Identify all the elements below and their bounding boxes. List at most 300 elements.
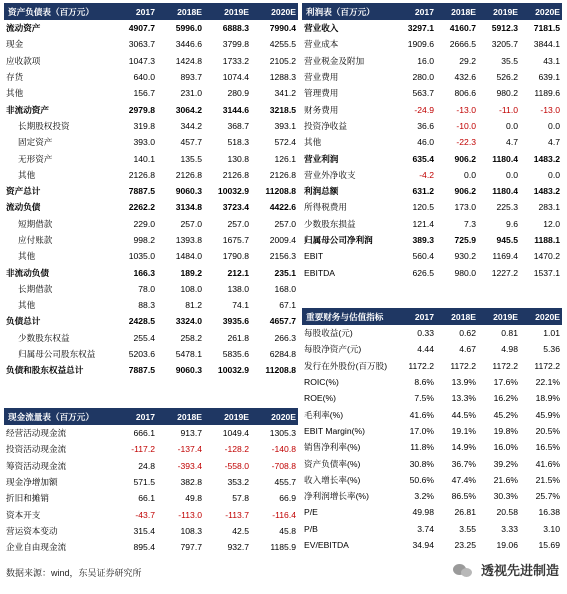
cell-value: 14.9% — [451, 442, 476, 453]
row-label: EBIT — [304, 251, 324, 262]
cell-value: 1483.2 — [533, 186, 560, 197]
cell-value: 666.1 — [133, 428, 155, 439]
year-header: 2017 — [414, 311, 434, 322]
cell-value: 9060.3 — [175, 365, 202, 376]
cell-value: 4.7 — [506, 137, 518, 148]
cell-value: 1675.7 — [222, 235, 249, 245]
table-row — [4, 474, 298, 490]
cell-value: -13.0 — [540, 104, 560, 115]
cell-value: 3446.6 — [175, 39, 202, 50]
table-row — [302, 118, 562, 134]
cell-value: 4.67 — [459, 344, 476, 355]
watermark-text: 透视先进制造 — [480, 563, 559, 578]
table-row — [4, 85, 298, 101]
balance-sheet-body — [4, 20, 298, 379]
table-row — [302, 423, 562, 439]
cell-value: 1172.2 — [450, 360, 476, 371]
row-label: 营业收入 — [304, 23, 339, 34]
cell-value: 257.0 — [180, 218, 202, 229]
year-header: 2020E — [271, 411, 296, 422]
balance-sheet-header — [4, 3, 298, 20]
cell-value: 998.2 — [133, 235, 155, 245]
year-header: 2019E — [493, 311, 518, 322]
cell-value: 11208.8 — [265, 186, 296, 197]
cell-value: 930.2 — [454, 251, 476, 262]
cell-value: 2156.3 — [269, 251, 296, 262]
cell-value: 3.10 — [543, 523, 560, 534]
cell-value: 4.98 — [501, 344, 518, 355]
row-label: 应收款项 — [6, 55, 41, 66]
row-label: 营业费用 — [304, 72, 339, 83]
table-row — [4, 539, 298, 555]
cell-value: 17.6% — [493, 377, 518, 388]
cell-value: 10032.9 — [217, 186, 249, 197]
cell-value: 1537.1 — [533, 267, 560, 278]
cell-value: 2126.8 — [175, 169, 202, 180]
cell-value: -10.0 — [456, 120, 476, 131]
cell-value: 1424.8 — [175, 55, 202, 66]
table-row — [302, 521, 562, 537]
year-header: 2017 — [414, 6, 434, 17]
cell-value: 30.3% — [493, 491, 518, 502]
indicators-body — [302, 325, 562, 553]
cell-value: -393.4 — [177, 460, 202, 471]
cell-value: 3935.6 — [222, 316, 249, 327]
cell-value: 3799.8 — [222, 39, 249, 50]
cell-value: 20.58 — [496, 507, 518, 518]
cell-value: 640.0 — [133, 72, 155, 83]
cell-value: 893.7 — [180, 72, 202, 83]
cell-value: 35.5 — [501, 55, 518, 66]
table-row — [302, 232, 562, 248]
cell-value: 1288.3 — [269, 72, 296, 83]
row-label: 毛利率(%) — [304, 409, 344, 420]
row-label: 其他 — [6, 88, 24, 99]
cell-value: 7990.4 — [269, 23, 296, 34]
cell-value: 2009.4 — [269, 235, 296, 245]
cell-value: 518.3 — [227, 137, 249, 148]
table-row — [302, 101, 562, 117]
table-row — [302, 390, 562, 406]
cell-value: 560.4 — [412, 251, 434, 262]
cell-value: 45.2% — [493, 409, 518, 420]
row-label: 收入增长率(%) — [304, 474, 361, 485]
cell-value: 2428.5 — [128, 316, 155, 327]
row-label: 存货 — [6, 72, 24, 83]
cell-value: 980.0 — [454, 267, 476, 278]
row-label: 资本开支 — [6, 509, 41, 520]
cell-value: 5996.0 — [175, 23, 202, 34]
cell-value: -128.2 — [224, 444, 249, 455]
cell-value: 26.81 — [454, 507, 476, 518]
cell-value: 906.2 — [454, 153, 476, 164]
cell-value: 66.9 — [279, 493, 296, 504]
cell-value: 138.0 — [227, 283, 249, 294]
table-row — [302, 134, 562, 150]
cell-value: 895.4 — [133, 542, 155, 553]
table-row — [302, 150, 562, 166]
cell-value: 229.0 — [133, 218, 155, 229]
row-label: 投资活动现金流 — [6, 444, 67, 455]
row-label: 其他 — [18, 300, 36, 311]
cell-value: 572.4 — [274, 137, 296, 148]
row-label: 无形资产 — [18, 153, 53, 164]
cell-value: 29.2 — [459, 55, 476, 66]
row-label: 固定资产 — [18, 137, 53, 148]
cell-value: 280.9 — [227, 88, 249, 99]
cell-value: 3.2% — [414, 491, 434, 502]
cell-value: 0.0 — [506, 120, 518, 131]
cell-value: -24.9 — [414, 104, 434, 115]
cell-value: 168.0 — [274, 283, 296, 294]
cell-value: 11.8% — [410, 442, 434, 453]
cell-value: 16.0 — [417, 55, 434, 66]
cell-value: 25.7% — [535, 491, 560, 502]
table-row — [4, 216, 298, 232]
row-label: EBITDA — [304, 267, 336, 278]
income-statement-title: 利润表（百万元） — [306, 6, 375, 17]
row-label: 折旧和摊销 — [6, 493, 49, 504]
cell-value: 81.2 — [185, 300, 202, 311]
cell-value: 2666.5 — [449, 39, 476, 50]
table-row — [302, 85, 562, 101]
cell-value: -113.0 — [178, 509, 202, 520]
cell-value: 393.0 — [133, 137, 155, 148]
cell-value: 393.1 — [274, 120, 296, 131]
cell-value: 1305.3 — [269, 428, 296, 439]
table-row — [4, 330, 298, 346]
cash-flow-table — [4, 408, 298, 555]
row-label: 归属母公司净利润 — [304, 235, 373, 245]
cell-value: 631.2 — [412, 186, 434, 197]
row-label: 每股净资产(元) — [304, 344, 362, 355]
cell-value: 3723.4 — [222, 202, 249, 213]
row-label: EV/EBITDA — [304, 540, 349, 550]
indicators-title: 重要财务与估值指标 — [306, 311, 384, 322]
cell-value: 389.3 — [412, 235, 434, 245]
cell-value: 1172.2 — [408, 360, 434, 371]
cell-value: 4907.7 — [128, 23, 155, 34]
cell-value: 635.4 — [412, 153, 434, 164]
cell-value: 257.0 — [227, 218, 249, 229]
cell-value: 3064.2 — [175, 104, 202, 115]
table-row — [302, 183, 562, 199]
cell-value: 57.8 — [232, 493, 249, 504]
cell-value: 9.6 — [506, 218, 518, 229]
row-label: EBIT Margin(%) — [304, 425, 365, 436]
cell-value: 526.2 — [496, 72, 518, 83]
cell-value: 74.1 — [232, 300, 249, 311]
table-row — [4, 134, 298, 150]
row-label: 应付账款 — [18, 235, 53, 245]
cell-value: 255.4 — [133, 332, 155, 343]
cell-value: 2979.8 — [128, 104, 155, 115]
cell-value: 1909.6 — [407, 39, 434, 50]
row-label: 每股收益(元) — [304, 328, 353, 339]
cell-value: 86.5% — [451, 491, 476, 502]
year-header: 2018E — [451, 6, 476, 17]
cell-value: 43.1 — [543, 55, 560, 66]
cash-flow-title: 现金流量表（百万元） — [8, 411, 94, 422]
cell-value: 3297.1 — [407, 23, 434, 34]
cell-value: 0.0 — [506, 169, 518, 180]
table-row — [4, 199, 298, 215]
cell-value: 36.6 — [417, 120, 434, 131]
cell-value: 725.9 — [454, 235, 476, 245]
cell-value: 19.06 — [496, 540, 518, 550]
cell-value: 7.5% — [414, 393, 434, 404]
table-row — [302, 341, 562, 357]
table-row — [4, 458, 298, 474]
table-row — [4, 36, 298, 52]
row-label: 营业成本 — [304, 39, 339, 50]
cell-value: 42.5 — [232, 525, 249, 536]
cell-value: 19.8% — [493, 425, 518, 436]
year-header: 2018E — [177, 411, 202, 422]
cell-value: -116.4 — [272, 509, 296, 520]
cell-value: 2126.8 — [128, 169, 155, 180]
cell-value: 5203.6 — [128, 349, 155, 360]
cell-value: 45.8 — [279, 525, 296, 536]
table-row — [302, 358, 562, 374]
row-label: 其他 — [304, 137, 322, 148]
cell-value: 78.0 — [138, 283, 155, 294]
row-label: 少数股东权益 — [18, 332, 70, 343]
table-row — [302, 199, 562, 215]
cell-value: 571.5 — [133, 477, 155, 488]
year-header: 2018E — [451, 311, 476, 322]
indicators-header — [302, 308, 562, 325]
row-label: 长期股权投资 — [18, 120, 70, 131]
cell-value: 261.8 — [227, 332, 249, 343]
cell-value: 1.01 — [543, 328, 560, 339]
cell-value: 3218.5 — [269, 104, 296, 115]
cell-value: 4.44 — [417, 344, 434, 355]
cell-value: 1733.2 — [222, 55, 249, 66]
cell-value: 22.1% — [535, 377, 560, 388]
table-row — [4, 523, 298, 539]
table-row — [302, 36, 562, 52]
cell-value: 266.3 — [274, 332, 296, 343]
cell-value: 13.3% — [451, 393, 476, 404]
year-header: 2019E — [493, 6, 518, 17]
cell-value: 49.98 — [412, 507, 434, 518]
row-label: ROE(%) — [304, 393, 336, 404]
cell-value: 130.8 — [227, 153, 249, 164]
cell-value: 34.94 — [412, 540, 434, 550]
cell-value: 457.7 — [180, 137, 202, 148]
cell-value: 368.7 — [227, 120, 249, 131]
cell-value: 11208.8 — [265, 365, 296, 376]
cell-value: 3.74 — [417, 523, 434, 534]
row-label: 所得税费用 — [304, 202, 347, 213]
cell-value: 39.2% — [493, 458, 518, 469]
cell-value: 9060.3 — [175, 186, 202, 197]
table-row — [302, 504, 562, 520]
cell-value: 0.0 — [464, 169, 476, 180]
cell-value: -4.2 — [419, 169, 434, 180]
year-header: 2019E — [224, 411, 249, 422]
cell-value: 3063.7 — [128, 39, 155, 50]
table-row — [302, 488, 562, 504]
row-label: 非流动负债 — [6, 267, 49, 278]
table-row — [4, 101, 298, 117]
table-row — [302, 167, 562, 183]
row-label: 流动负债 — [6, 202, 41, 213]
table-row — [4, 490, 298, 506]
row-label: 现金净增加额 — [6, 477, 58, 488]
cell-value: 231.0 — [180, 88, 202, 99]
table-row — [302, 69, 562, 85]
cell-value: 30.8% — [409, 458, 434, 469]
row-label: 短期借款 — [18, 218, 53, 229]
table-row — [4, 297, 298, 313]
cell-value: 41.6% — [409, 409, 434, 420]
row-label: 其他 — [18, 169, 36, 180]
cell-value: 3.33 — [501, 523, 518, 534]
row-label: 流动资产 — [6, 23, 41, 34]
cell-value: 6888.3 — [222, 23, 249, 34]
cell-value: 108.3 — [180, 525, 202, 536]
cell-value: 1470.2 — [533, 251, 560, 262]
cell-value: 280.0 — [412, 72, 434, 83]
cell-value: 3324.0 — [175, 316, 202, 327]
cell-value: 0.33 — [417, 328, 434, 339]
cell-value: 16.0% — [493, 442, 518, 453]
cell-value: 4255.5 — [269, 39, 296, 50]
year-header: 2018E — [177, 6, 202, 17]
table-row — [4, 313, 298, 329]
cell-value: 121.4 — [412, 218, 434, 229]
table-row — [4, 264, 298, 280]
cell-value: 16.38 — [538, 507, 560, 518]
cell-value: 4422.6 — [269, 202, 296, 213]
cell-value: 36.7% — [451, 458, 476, 469]
cell-value: 126.1 — [274, 153, 296, 164]
cell-value: 1484.0 — [175, 251, 202, 262]
cell-value: 257.0 — [274, 218, 296, 229]
cell-value: 120.5 — [412, 202, 434, 213]
table-row — [302, 248, 562, 264]
cell-value: 5835.6 — [222, 349, 249, 360]
row-label: 净利润增长率(%) — [304, 491, 369, 502]
cell-value: 1049.4 — [222, 428, 249, 439]
table-row — [4, 150, 298, 166]
cell-value: 1393.8 — [175, 235, 202, 245]
table-row — [4, 441, 298, 457]
cell-value: 4657.7 — [269, 316, 296, 327]
table-row — [302, 20, 562, 36]
cell-value: 15.69 — [538, 540, 560, 550]
row-label: 负债和股东权益总计 — [6, 365, 84, 376]
row-label: 营业税金及附加 — [304, 55, 365, 66]
table-row — [302, 264, 562, 280]
cell-value: 4160.7 — [449, 23, 476, 34]
cell-value: 344.2 — [180, 120, 202, 131]
cell-value: 5.36 — [543, 344, 560, 355]
cell-value: 1790.8 — [222, 251, 249, 262]
cell-value: 0.81 — [501, 328, 518, 339]
cell-value: 283.1 — [538, 202, 560, 213]
row-label: 投资净收益 — [304, 120, 347, 131]
cell-value: 235.1 — [274, 267, 296, 278]
row-label: P/B — [304, 523, 318, 534]
cell-value: 173.0 — [454, 202, 476, 213]
income-statement-header — [302, 3, 562, 20]
table-row — [4, 281, 298, 297]
table-row — [302, 216, 562, 232]
table-row — [4, 346, 298, 362]
cell-value: 563.7 — [412, 88, 434, 99]
cell-value: 913.7 — [180, 428, 202, 439]
cell-value: 8.6% — [414, 377, 434, 388]
table-row — [4, 20, 298, 36]
cell-value: 906.2 — [454, 186, 476, 197]
cell-value: 20.5% — [535, 425, 560, 436]
cell-value: 21.5% — [535, 474, 560, 485]
cell-value: 1035.0 — [128, 251, 155, 262]
cell-value: 6284.8 — [269, 349, 296, 360]
table-row — [4, 232, 298, 248]
cell-value: 18.9% — [535, 393, 560, 404]
table-row — [302, 406, 562, 422]
cell-value: 3144.6 — [222, 104, 249, 115]
row-label: 财务费用 — [304, 104, 339, 115]
cell-value: 319.8 — [133, 120, 155, 131]
table-row — [302, 537, 562, 553]
row-label: 少数股东损益 — [304, 218, 356, 229]
row-label: 其他 — [18, 251, 36, 262]
table-row — [302, 53, 562, 69]
cell-value: 156.7 — [133, 88, 155, 99]
table-row — [4, 425, 298, 441]
row-label: 负债总计 — [6, 316, 41, 327]
row-label: 营业外净收支 — [304, 169, 356, 180]
table-row — [4, 362, 298, 378]
cell-value: 212.1 — [227, 267, 249, 278]
cell-value: 1188.1 — [534, 235, 560, 245]
row-label: 管理费用 — [304, 88, 339, 99]
cell-value: 315.4 — [133, 525, 155, 536]
cell-value: 44.5% — [451, 409, 476, 420]
cell-value: 45.9% — [535, 409, 560, 420]
year-header: 2017 — [135, 411, 155, 422]
cell-value: 0.0 — [548, 120, 560, 131]
cell-value: 1227.2 — [491, 267, 518, 278]
cell-value: 1172.2 — [492, 360, 518, 371]
cell-value: 23.25 — [454, 540, 476, 550]
cell-value: 932.7 — [227, 542, 249, 553]
cell-value: 1483.2 — [533, 153, 560, 164]
cell-value: 2262.2 — [128, 202, 155, 213]
cell-value: 50.6% — [409, 474, 434, 485]
table-row — [4, 167, 298, 183]
cell-value: 66.1 — [138, 493, 155, 504]
cell-value: 1074.4 — [222, 72, 249, 83]
row-label: 营业利润 — [304, 153, 339, 164]
cell-value: 797.7 — [180, 542, 202, 553]
row-label: ROIC(%) — [304, 377, 339, 388]
year-header: 2020E — [271, 6, 296, 17]
cell-value: 166.3 — [133, 267, 155, 278]
cell-value: 41.6% — [535, 458, 560, 469]
table-row — [4, 118, 298, 134]
cell-value: 3.55 — [459, 523, 476, 534]
cell-value: 5478.1 — [175, 349, 202, 360]
income-statement-body — [302, 20, 562, 281]
wechat-icon — [453, 562, 475, 578]
cell-value: 12.0 — [543, 218, 560, 229]
